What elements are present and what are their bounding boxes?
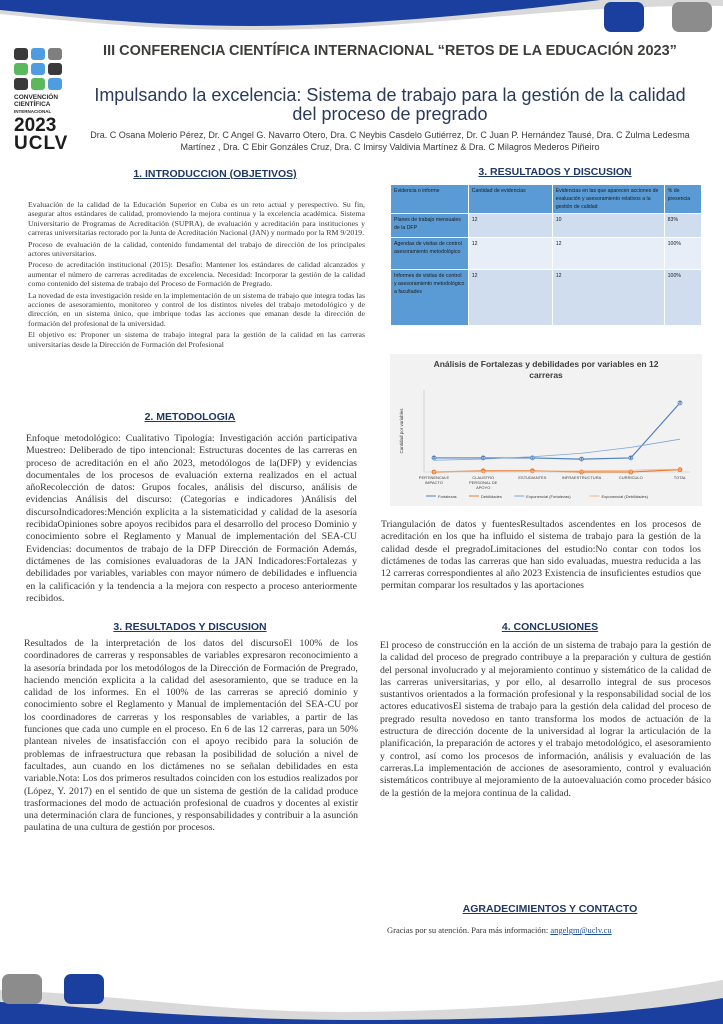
logo-square [48, 48, 62, 60]
table-row [391, 214, 702, 238]
table-header-cell: Evidencias en las que aparecen acciones de evaluación y asesoramiento relativos a la gestión de calidad [552, 185, 664, 214]
logo-squares [14, 48, 68, 90]
logo-square [31, 63, 45, 75]
table-cell: Planes de trabajo mensuales de la DFP [391, 214, 469, 238]
table-cell: 100% [664, 270, 701, 326]
table-cell: 12 [552, 238, 664, 270]
data-label: 59 [678, 401, 682, 406]
data-label: 0 [629, 470, 632, 475]
logo-caption [14, 94, 68, 115]
intro-paragraph: El objetivo es: Proponer un sistema de trabajo integral para la gestión de la calidad en las carreras universitarias desde la Dirección de Formación del Profesional [28, 330, 365, 349]
data-label: 12 [432, 456, 436, 461]
x-tick-label: PERTINENCIA E [418, 475, 450, 480]
table-cell: 12 [468, 238, 552, 270]
table-row [391, 270, 702, 326]
footer-grey-box [2, 974, 42, 1004]
logo-line3: INTERNACIONAL [14, 109, 52, 114]
logo-square [48, 63, 62, 75]
data-label: 1 [482, 469, 485, 474]
legend-label: Fortalezas [438, 494, 457, 499]
intro-body [28, 200, 365, 351]
table-header-cell: % de presencia [664, 185, 701, 214]
table-header-cell: Cantidad de evidencias [468, 185, 552, 214]
legend-label: Debilidades [481, 494, 502, 499]
legend-label: Exponencial (Debilidades) [601, 494, 648, 499]
table-header-row [391, 185, 702, 214]
footer-blue-box [64, 974, 104, 1004]
conclusions-heading: 4. CONCLUSIONES [501, 621, 599, 633]
header-blue-box [604, 2, 644, 32]
triangulation-text: Triangulación de datos y fuentesResultados ascendentes en los procesos de acreditación en los que ha influido el sistema de trabajo para la gestión de la calidad desde el pregradoLimitaciones del estudio:No contar con todos los dictámenes de todas las carreras que han sido evaluadas, muestra reducida a las 12 carreras correspondientes al año 2023 Existencia de insuficientes estudios que permitan comparar los resultados y las aportaciones [381, 519, 701, 592]
table-header-cell: Evidencia o informe [391, 185, 469, 214]
legend-label: Exponencial (Fortalezas) [526, 494, 571, 499]
series-line [434, 403, 680, 459]
table-cell: 12 [552, 270, 664, 326]
footer-wave [0, 972, 723, 1024]
logo-line1: CONVENCIÓN [14, 94, 59, 101]
x-tick-label: INFRAESTRUCTURA [561, 475, 602, 480]
logo-square [48, 78, 62, 90]
logo-org: UCLV [14, 133, 69, 154]
intro-paragraph: Evaluación de la calidad de la Educación Superior en Cuba es un reto actual y perespectivo. Su fin, asegurar altos estándares de calidad, promoviendo la mejora continua y la excelencia académica. Sistema Universitario de Programas de Acreditación (SUPRA), de evaluación y acreditación para instituciones y carreras universitarias rectorado por la Junta de Acreditación Nacional (JAN) y normado por la RM 9/2019. [28, 200, 365, 238]
table-cell: 10 [552, 214, 664, 238]
method-heading: 2. METODOLOGIA [144, 411, 236, 423]
logo-square [14, 78, 28, 90]
logo-square [14, 63, 28, 75]
conclusions-body: El proceso de construcción en la acción de un sistema de trabajo para la gestión de la calidad del proceso de pregrado contribuye a la preparación y cultura de gestión del personal involucrado y al mejoramiento continuo y sistemático de la calidad de las carreras universitarias, y por ello, al desarrollo integral de sus procesos sustantivos orientados a la formación profesional y la responsabilidad social de los actores educativosEl sistema de trabajo para la gestión dela calidad del proceso de pregrado resulta novedoso en tanto transforma los modos de actuación de la estructura de dirección docente de la universidad al lograr la articulación de la planificación, la preparación de actores y el trabajo metodológico, el asesoramiento y control, así como los procesos de información, análisis y evaluación de las carreras.La implementación de acciones de asesoramiento, control y evaluación sistemáticos contribuye al mejoramiento de la autoevaluación como proceder básico de la gestión de la mejora continua de la calidad. [380, 640, 711, 799]
strengths-weaknesses-chart [390, 354, 702, 506]
logo-square [31, 78, 45, 90]
data-label: 12 [481, 456, 486, 461]
table-cell: 12 [468, 270, 552, 326]
logo-square [14, 48, 28, 60]
evidence-table [390, 184, 702, 326]
method-body: Enfoque metodológico: Cualitativo Tipología: Investigación acción participativa Muestreo: Deliberado de tipo intencional: Estructuras docentes de las carreras en proceso de acreditación en el año 2023, metodólogos de la(DFP) y evidencias documentales de los procesos de evaluación externa realizados en el actual añoRecolección de datos: Grupos focales, análisis del discurso, análisis de evidencias Análisis del discurso: (Categorías e indicadores )Análisis del discursoIndicadores:Mención explicita a la sistematicidad y calidad de la asesoría recibidaOpiniones sobre apoyos recibidos para el desarrollo del proceso Dominio y conocimiento sobre el Reglamento y Manual de implementación del SEA-CU Evidencias: documentos de trabajo de la DFP Dirección de Formación Además, dictámenes de las comisiones evaluadoras de la JAN Indicadores:Fortalezas y debilidades por variables, variables con mayor número de debilidades e influencia en la calificación y la tendencia a la mejora con respecto a proceso anteriormente recibidos. [26, 433, 357, 604]
authors-list: Dra. C Osana Molerio Pérez, Dr. C Angel G. Navarro Otero, Dra. C Neybis Casdelo Gutiérrez, Dr. C Juan P. Hernández Tausé, Dra. C Zulma Ledesma Martínez , Dra. C Ebir Gonzáles Cruz, Dra. C Imirsy Valdivia Martínez & Dra. C Milagros Mederos Piñeiro [90, 130, 690, 152]
logo-square [31, 48, 45, 60]
data-label: 0 [580, 470, 583, 475]
logo-line2: CIENTÍFICA [14, 101, 51, 108]
intro-paragraph: La novedad de esta investigación reside en la implementación de un sistema de trabajo que integra todas las acciones de asesoramiento, monitoreo y control de los distintos niveles del trabajo metodológico y de dirección, en un sistema único, que imbrique todas las acciones que emanan desde la dirección de formación del profesional de la universidad. [28, 290, 365, 328]
x-tick-label: IMPACTO [425, 480, 443, 485]
ack-heading: AGRADECIMIENTOS Y CONTACTO [462, 903, 638, 915]
results-left-body: Resultados de la interpretación de los datos del discursoEl 100% de los coordinadores de carreras y responsables de variables expresaron reconocimiento a la asesoría brindada por los metodólogos de la Dirección de Formación de Pregrado, haciendo mención explicita a la calidad del asesoramiento, que se traduce en la calidad de los informes. En el 100% de las carreras se apreció dominio y conocimiento sobre el Reglamento y Manual de implementación del SEA-CU por los coordinadores de carreras y los responsables de variables, a partir de las funciones que cada uno cumple en el proceso. En 6 de las 12 carreras, para un 50% plantean niveles de insatisfacción con el apoyo recibido para la solución de problemas de infraestructura que rebasan la posibilidad de solución a nivel de facultades, aun cuando en los dictámenes no se señalan debilidades en esta variable.Nota: Los dos primeros resultados coinciden con los estudios realizados por (López, Y. 2017) en el sentido de que un sistema de gestión de la calidad produce trasformaciones del modo de actuación profesional de cuadros y docentes al existir una determinación clara de funciones, y responsabilidades y contribuir a la asunción paulatina de una cultura de gestión por procesos. [24, 638, 358, 834]
x-tick-label: ESTUDIANTES [518, 475, 547, 480]
series-line [434, 439, 680, 460]
table-cell: Agendas de visitas de control asesoramiento metodológico [391, 238, 469, 270]
data-label: 11 [579, 457, 584, 462]
results-right-heading: 3. RESULTADOS Y DISCUSION [478, 166, 632, 178]
conference-logo [14, 48, 68, 152]
ack-text: Gracias por su atención. Para más información: [387, 925, 551, 935]
data-label: 12 [530, 456, 535, 461]
x-tick-label: PERSONAL DE [469, 480, 498, 485]
intro-paragraph: Proceso de evaluación de la calidad, contenido fundamental del trabajo de dirección de los principales actores universitarios. [28, 239, 365, 259]
poster-title: Impulsando la excelencia: Sistema de trabajo para la gestión de la calidad del proceso de pregrado [94, 85, 686, 124]
y-axis-label: Cantidad por variables [399, 408, 404, 454]
ack-line [387, 925, 707, 935]
data-label: 0 [433, 470, 435, 475]
data-label: 12 [628, 456, 633, 461]
intro-paragraph: Proceso de acreditación institucional (2015): Desafío: Mantener los estándares de calidad alcanzados y aumentar el número de carreras acreditadas de excelencia. Necesidad: Incorporar la gestión de la calidad como contenido del sistema de trabajo del Proceso de Formación de Pregrado. [28, 260, 365, 289]
chart-panel [390, 354, 702, 506]
table-cell: 100% [664, 238, 701, 270]
x-tick-label: CLAUSTRO [472, 475, 495, 480]
results-left-heading: 3. RESULTADOS Y DISCUSION [113, 621, 267, 633]
x-tick-label: APOYO [476, 485, 491, 490]
contact-email-link[interactable]: angelgm@uclv.cu [550, 925, 612, 935]
logo-year: 2023 [14, 115, 57, 136]
chart-title-line2: carreras [529, 370, 563, 380]
table-cell: 12 [468, 214, 552, 238]
intro-heading: 1. INTRODUCCION (OBJETIVOS) [133, 168, 297, 180]
chart-title: Análisis de Fortalezas y debilidades por variables en 12 [433, 359, 659, 369]
conference-title: III CONFERENCIA CIENTÍFICA INTERNACIONAL “RETOS DE LA EDUCACIÓN 2023” [103, 43, 677, 59]
table-cell: Informes de visitas de control y asesoramiento metodológico a facultades [391, 270, 469, 326]
x-tick-label: TOTAL [673, 475, 687, 480]
table-row [391, 238, 702, 270]
table-cell: 83% [664, 214, 701, 238]
x-tick-label: CURRICULO [618, 475, 643, 480]
data-label: 1 [531, 469, 534, 474]
data-label: 2 [679, 468, 681, 473]
header-grey-box [672, 2, 712, 32]
